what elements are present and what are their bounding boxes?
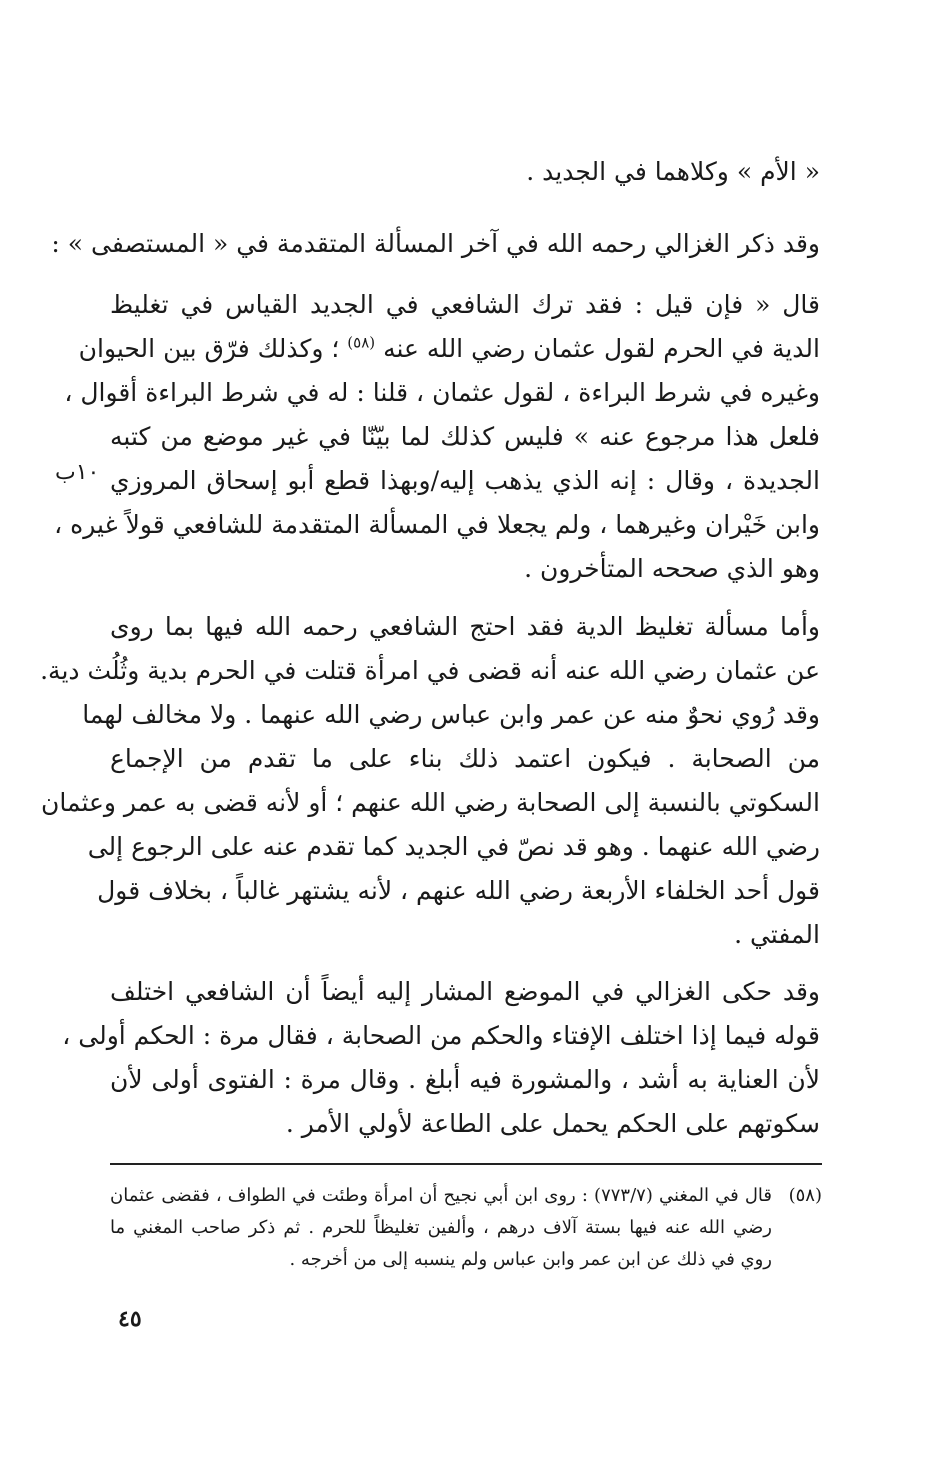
text-line: فلعل هذا مرجوع عنه » فليس كذلك لما بيّنّا في غير موضع من كتبه [110, 422, 820, 451]
text-line: وقد رُوي نحوٌ منه عن عمر وابن عباس رضي الله عنهما . ولا مخالف لهما [82, 700, 820, 729]
intro-line-2 [51, 222, 820, 266]
text-line: وقد ذكر الغزالي رحمه الله في آخر المسألة المتقدمة في « المستصفى » : [51, 229, 820, 258]
text-line: عن عثمان رضي الله عنه أنه قضى في امرأة قتلت في الحرم بدية وثُلُث دية. [40, 656, 820, 685]
footnote-line: روي في ذلك عن ابن عمر وابن عباس ولم ينسبه إلى من أخرجه . [289, 1249, 772, 1270]
text-line: المفتي . [734, 920, 820, 949]
footnote-58 [110, 1180, 822, 1276]
text-line: وغيره في شرط البراءة ، لقول عثمان ، قلنا : له في شرط البراءة أقوال ، [64, 378, 820, 407]
intro-line-1 [110, 150, 820, 194]
footnote-line: رضي الله عنه فيها بستة آلاف درهم ، وألفين تغليظاً للحرم . ثم ذكر صاحب المغني ما [110, 1217, 772, 1238]
text-line-with-footnote-ref [78, 327, 820, 371]
footnote-reference[interactable]: (٥٨) [347, 333, 376, 352]
text-line: رضي الله عنهما . وهو قد نصّ في الجديد كما تقدم عنه على الرجوع إلى [87, 832, 820, 861]
text-fragment: الدية في الحرم لقول عثمان رضي الله عنه [383, 334, 820, 363]
page-number: ٤٥ [118, 1306, 142, 1332]
text-line: قوله فيما إذا اختلف الإفتاء والحكم من الصحابة ، فقال مرة : الحكم أولى ، [62, 1021, 820, 1050]
text-line: السكوتي بالنسبة إلى الصحابة رضي الله عنهم ؛ أو لأنه قضى به عمر وعثمان [41, 788, 820, 817]
text-line: وقد حكى الغزالي في الموضع المشار إليه أيضاً أن الشافعي اختلف [110, 977, 820, 1006]
text-line: لأن العناية به أشد ، والمشورة فيه أبلغ . وقال مرة : الفتوى أولى لأن [110, 1065, 820, 1094]
paragraph-3 [62, 970, 820, 1146]
text-line: « الأم » وكلاهما في الجديد . [526, 157, 820, 186]
text-fragment: ؛ وكذلك فرّق بين الحيوان [78, 334, 340, 363]
text-line: قول أحد الخلفاء الأربعة رضي الله عنهم ، لأنه يشتهر غالباً ، بخلاف قول [97, 876, 820, 905]
footnote-line: قال في المغني (٧٧٣/٧) : روى ابن أبي نجيح أن امرأة وطئت في الطواف ، فقضى عثمان [110, 1185, 772, 1206]
footnote-number: (٥٨) [788, 1185, 822, 1206]
text-line: وهو الذي صححه المتأخرون . [524, 554, 820, 583]
footnote-divider [110, 1163, 822, 1165]
paragraph-2 [40, 605, 820, 957]
text-line: الجديدة ، وقال : إنه الذي يذهب إليه/وبهذا قطع أبو إسحاق المروزي [110, 466, 820, 495]
text-line: وابن خَيْران وغيرهما ، ولم يجعلا في المسألة المتقدمة للشافعي قولاً غيره ، [54, 510, 820, 539]
manuscript-folio-note: ١٠ب [55, 460, 100, 485]
text-line: سكوتهم على الحكم يحمل على الطاعة لأولي الأمر . [285, 1109, 820, 1138]
text-line: وأما مسألة تغليظ الدية فقد احتج الشافعي رحمه الله فيها بما روى [110, 612, 820, 641]
text-line: من الصحابة . فيكون اعتمد ذلك بناء على ما تقدم من الإجماع [110, 744, 820, 773]
text-line: قال « فإن قيل : فقد ترك الشافعي في الجديد القياس في تغليظ [110, 290, 820, 319]
